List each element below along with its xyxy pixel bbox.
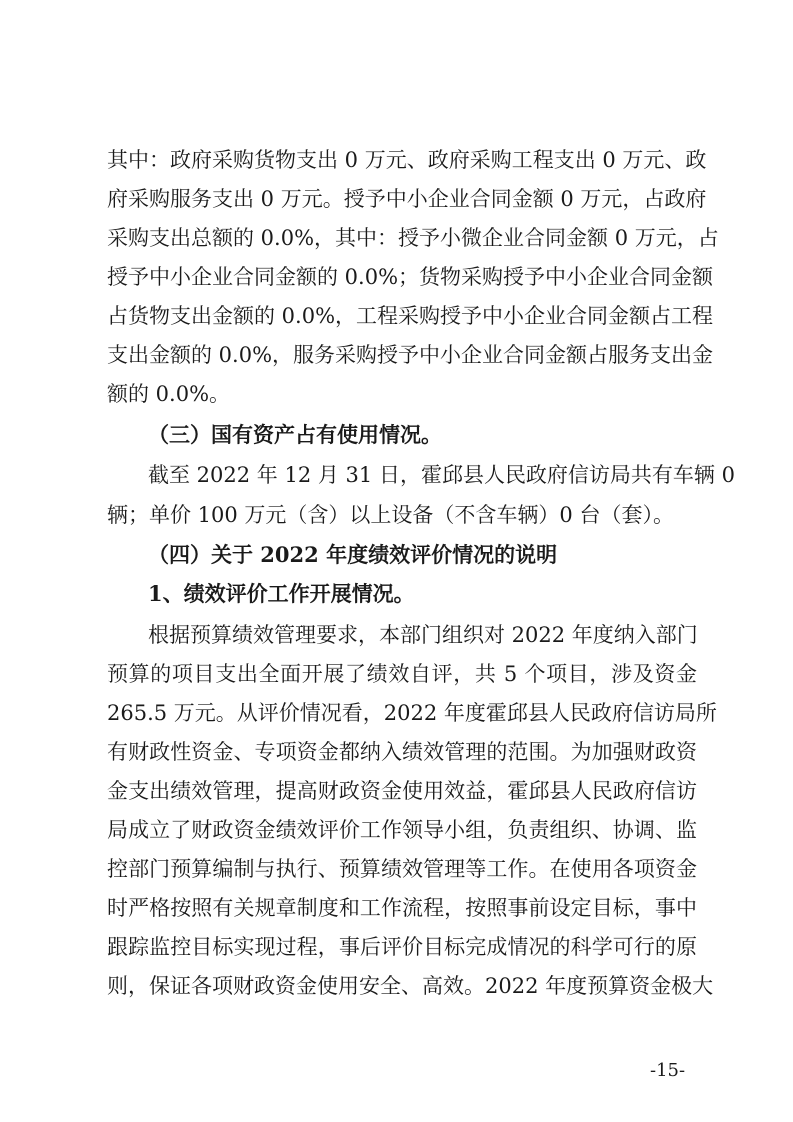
paragraph-3-line-1: 根据预算绩效管理要求，本部门组织对 2022 年度纳入部门 [148,623,698,647]
paragraph-3-line-10: 则，保证各项财政资金使用安全、高效。2022 年度预算资金极大 [107,974,714,998]
paragraph-2-line-2: 辆；单价 100 万元（含）以上设备（不含车辆）0 台（套）。 [107,503,674,527]
paragraph-1-line-5: 占货物支出金额的 0.0%，工程采购授予中小企业合同金额占工程 [107,304,714,328]
paragraph-1-line-7: 额的 0.0%。 [107,382,231,406]
paragraph-3-line-2: 预算的项目支出全面开展了绩效自评，共 5 个项目，涉及资金 [107,662,697,686]
page-number: -15- [650,1060,686,1081]
paragraph-3-line-4: 有财政性资金、专项资金都纳入绩效管理的范围。为加强财政资 [107,740,697,764]
paragraph-1-line-4: 授予中小企业合同金额的 0.0%；货物采购授予中小企业合同金额 [107,265,714,289]
paragraph-1-line-6: 支出金额的 0.0%，服务采购授予中小企业合同金额占服务支出金 [107,343,714,367]
section-heading-3: （三）国有资产占有使用情况。 [148,422,442,447]
paragraph-3-line-6: 局成立了财政资金绩效评价工作领导小组，负责组织、协调、监 [107,818,697,842]
paragraph-1-line-1: 其中：政府采购货物支出 0 万元、政府采购工程支出 0 万元、政 [107,148,707,172]
paragraph-2-line-1: 截至 2022 年 12 月 31 日，霍邱县人民政府信访局共有车辆 0 [148,463,735,487]
subsection-heading-4-1: 1、绩效评价工作开展情况。 [148,581,415,606]
paragraph-1-line-3: 采购支出总额的 0.0%，其中：授予小微企业合同金额 0 万元，占 [107,226,719,250]
paragraph-3-line-7: 控部门预算编制与执行、预算绩效管理等工作。在使用各项资金 [107,857,697,881]
section-heading-4: （四）关于 2022 年度绩效评价情况的说明 [148,542,558,567]
paragraph-3-line-9: 跟踪监控目标实现过程，事后评价目标完成情况的科学可行的原 [107,935,697,959]
paragraph-3-line-3: 265.5 万元。从评价情况看，2022 年度霍邱县人民政府信访局所 [107,701,717,725]
paragraph-3-line-8: 时严格按照有关规章制度和工作流程，按照事前设定目标，事中 [107,896,697,920]
paragraph-3-line-5: 金支出绩效管理，提高财政资金使用效益，霍邱县人民政府信访 [107,779,697,803]
paragraph-1-line-2: 府采购服务支出 0 万元。授予中小企业合同金额 0 万元，占政府 [107,187,707,211]
